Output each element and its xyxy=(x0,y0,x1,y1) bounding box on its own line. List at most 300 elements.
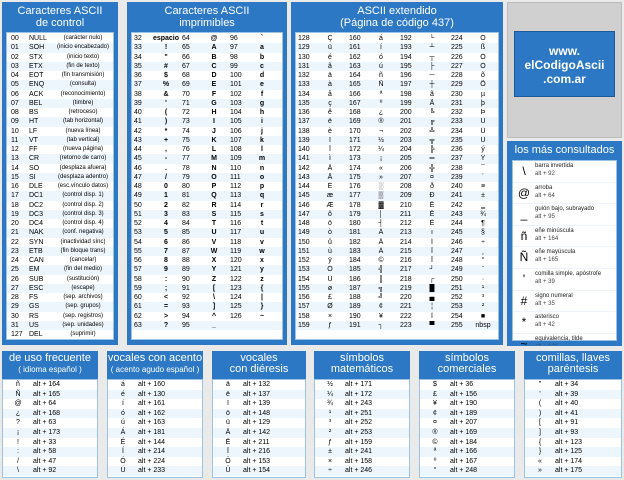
bottom-symbol: Ä xyxy=(225,428,231,436)
control-code: 19 xyxy=(11,210,19,218)
site-logo-box[interactable] xyxy=(514,31,615,97)
extended-char: ▒ xyxy=(378,192,384,200)
printable-row xyxy=(132,228,282,237)
control-desc: (fin transmisión) xyxy=(61,72,105,78)
bottom-code: alt + 169 xyxy=(450,428,478,436)
bottom-code: alt + 40 xyxy=(555,400,579,408)
bottom-symbol: ' xyxy=(539,390,541,398)
bottom-panel-row xyxy=(213,438,305,448)
printable-title xyxy=(128,3,286,29)
printable-char: D xyxy=(211,72,217,79)
printable-code: 48 xyxy=(134,183,142,190)
control-abbr: DLE xyxy=(29,183,43,190)
bottom-code: alt + 246 xyxy=(345,467,373,475)
extended-code: 226 xyxy=(451,53,463,61)
printable-code: 115 xyxy=(230,210,242,218)
extended-char: Þ xyxy=(480,109,486,116)
extended-char: ô xyxy=(328,210,332,218)
printable-char: 2 xyxy=(164,201,168,209)
printable-char: z xyxy=(260,275,264,283)
printable-code: 90 xyxy=(182,275,190,283)
bottom-panel-row xyxy=(3,457,97,467)
printable-char: ] xyxy=(212,303,216,311)
printable-char: y xyxy=(260,266,264,274)
extended-code: 202 xyxy=(400,127,412,135)
extended-code: 208 xyxy=(400,183,412,190)
printable-char: p xyxy=(259,183,265,190)
printable-char: x xyxy=(260,257,264,264)
bottom-panel-list xyxy=(419,379,515,478)
printable-code: 98 xyxy=(230,53,238,61)
control-abbr: CAN xyxy=(29,257,44,264)
extended-char: ▄ xyxy=(429,294,435,301)
control-code: 20 xyxy=(11,220,19,227)
bottom-panel-title-1: vocales xyxy=(240,352,278,364)
bottom-code: alt + 243 xyxy=(345,400,373,408)
extended-char: § xyxy=(481,229,485,237)
control-code: 26 xyxy=(11,275,19,283)
control-abbr: NULL xyxy=(29,35,47,42)
printable-code: 120 xyxy=(230,257,242,264)
extended-char: ì xyxy=(329,155,331,163)
control-row xyxy=(7,228,113,237)
bottom-symbol: Ñ xyxy=(15,390,21,398)
control-row xyxy=(7,275,113,284)
most-consulted-code: alt + 95 xyxy=(535,214,555,221)
printable-code: 124 xyxy=(230,294,242,301)
bottom-code: alt + 137 xyxy=(243,390,271,398)
bottom-symbol: ½ xyxy=(327,381,333,388)
bottom-panel-row xyxy=(525,447,621,457)
extended-code: 131 xyxy=(298,62,310,70)
extended-char: Í xyxy=(431,238,433,246)
control-code: 24 xyxy=(11,257,19,264)
extended-char: ¢ xyxy=(379,303,383,311)
extended-char: ñ xyxy=(379,72,383,79)
bottom-symbol: ¼ xyxy=(327,390,333,398)
printable-code: 89 xyxy=(182,266,190,274)
extended-code: 142 xyxy=(298,164,310,172)
extended-row xyxy=(296,71,498,80)
extended-char: õ xyxy=(481,72,485,79)
printable-row xyxy=(132,71,282,80)
extended-code: 216 xyxy=(400,257,412,264)
extended-code: 143 xyxy=(298,173,310,181)
bottom-symbol: ¾ xyxy=(327,400,333,408)
printable-code: 104 xyxy=(230,109,242,116)
most-consulted-item xyxy=(513,312,616,334)
printable-char: $ xyxy=(164,72,168,79)
printable-code: 57 xyxy=(134,266,142,274)
bottom-panel xyxy=(212,351,306,478)
printable-code: 87 xyxy=(182,247,190,255)
extended-code: 191 xyxy=(349,321,361,329)
printable-char: M xyxy=(211,155,217,163)
printable-char: 1 xyxy=(164,192,168,200)
control-desc: (fin del medio) xyxy=(63,266,102,273)
most-consulted-panel xyxy=(507,141,622,346)
extended-code: 140 xyxy=(298,146,310,153)
printable-code: 80 xyxy=(182,183,190,190)
extended-char: î xyxy=(329,146,331,153)
most-consulted-symbol: # xyxy=(520,293,528,308)
most-consulted-name: eñe mayúscula xyxy=(535,249,576,256)
control-title-2: de control xyxy=(35,17,85,29)
extended-char: Â xyxy=(378,238,384,246)
printable-char: j xyxy=(261,127,263,135)
bottom-panel-title-2: matemáticos xyxy=(330,363,394,375)
bottom-panel-row xyxy=(525,409,621,419)
extended-row xyxy=(296,145,498,154)
bottom-code: alt + 33 xyxy=(33,438,57,446)
extended-char: ó xyxy=(379,53,383,61)
extended-char: Ý xyxy=(480,155,486,163)
bottom-code: alt + 91 xyxy=(555,419,579,427)
printable-row xyxy=(132,275,282,284)
bottom-panel-row xyxy=(108,428,202,438)
bottom-panel-row xyxy=(3,380,97,390)
control-row xyxy=(7,265,113,274)
printable-char: T xyxy=(211,220,217,227)
control-row xyxy=(7,62,113,71)
bottom-code: alt + 190 xyxy=(450,400,478,408)
control-code: 27 xyxy=(11,284,19,292)
bottom-panel-row xyxy=(525,457,621,467)
extended-char: ≡ xyxy=(480,183,486,190)
extended-char: ï xyxy=(329,136,331,144)
site-logo[interactable] xyxy=(507,2,622,138)
control-abbr: BEL xyxy=(29,99,43,107)
printable-char: Y xyxy=(211,266,217,274)
bottom-code: alt + 130 xyxy=(138,390,166,398)
printable-char: G xyxy=(211,99,217,107)
extended-code: 253 xyxy=(451,303,463,311)
extended-code: 135 xyxy=(298,99,310,107)
most-consulted-item xyxy=(513,183,616,205)
control-desc: (inactividad sínc) xyxy=(60,238,106,245)
most-consulted-code: alt + 39 xyxy=(535,278,555,285)
printable-char: c xyxy=(260,62,264,70)
bottom-symbol: [ xyxy=(539,419,541,427)
extended-char: ¨ xyxy=(481,266,485,274)
extended-code: 250 xyxy=(451,275,463,283)
printable-char: 7 xyxy=(164,247,168,255)
bottom-panel-row xyxy=(420,457,514,467)
bottom-code: alt + 189 xyxy=(450,409,478,417)
bottom-panel-row xyxy=(525,438,621,448)
printable-code: 61 xyxy=(134,303,142,311)
extended-code: 139 xyxy=(298,136,310,144)
control-row xyxy=(7,43,113,52)
extended-char: ¥ xyxy=(379,312,383,320)
extended-code: 242 xyxy=(451,201,463,209)
control-code: 04 xyxy=(11,72,19,79)
control-abbr: DEL xyxy=(29,331,43,338)
printable-row xyxy=(132,53,282,62)
extended-code: 185 xyxy=(349,266,361,274)
control-desc: (reconocimiento) xyxy=(60,90,106,97)
printable-row xyxy=(132,182,282,191)
control-desc: (tab horizontal) xyxy=(62,118,104,125)
extended-char: × xyxy=(327,312,333,320)
extended-code: 254 xyxy=(451,312,463,320)
extended-char: ┴ xyxy=(429,44,435,52)
extended-code: 141 xyxy=(298,155,310,163)
extended-char: ƒ xyxy=(328,321,332,329)
extended-code: 164 xyxy=(349,72,361,79)
bottom-panel-title xyxy=(107,351,203,379)
extended-char: ╚ xyxy=(429,109,435,116)
printable-code: 84 xyxy=(182,220,190,227)
bottom-panel-row xyxy=(3,428,97,438)
most-consulted-code: alt + 64 xyxy=(535,192,555,199)
extended-row xyxy=(296,210,498,219)
bottom-panel-title-2: comerciales xyxy=(437,363,497,375)
extended-code: 229 xyxy=(451,81,463,89)
printable-char: F xyxy=(211,90,217,98)
printable-code: 117 xyxy=(230,229,242,237)
extended-char: Ù xyxy=(480,136,486,144)
printable-char: W xyxy=(210,247,218,255)
control-desc: (retorno de carro) xyxy=(59,155,107,162)
extended-char: ´ xyxy=(481,173,485,181)
extended-char: » xyxy=(379,173,383,181)
extended-char: Ã xyxy=(429,99,435,107)
extended-code: 177 xyxy=(349,192,361,200)
extended-code: 203 xyxy=(400,136,412,144)
printable-char: I xyxy=(213,118,215,126)
extended-char: ¡ xyxy=(379,155,383,163)
printable-code: 49 xyxy=(134,192,142,200)
extended-char: è xyxy=(328,127,332,135)
most-consulted-symbol: Ñ xyxy=(519,250,529,265)
printable-code: 85 xyxy=(182,229,190,237)
control-code: 23 xyxy=(11,247,19,255)
printable-char: q xyxy=(259,192,265,200)
printable-title-2: imprimibles xyxy=(179,17,235,29)
control-code: 12 xyxy=(11,146,19,153)
extended-code: 189 xyxy=(349,303,361,311)
bottom-symbol: } xyxy=(538,448,542,456)
bottom-symbol: í xyxy=(122,400,124,408)
bottom-code: alt + 168 xyxy=(33,409,61,417)
printable-code: 107 xyxy=(230,136,242,144)
extended-code: 212 xyxy=(400,220,412,227)
extended-code: 144 xyxy=(298,183,310,190)
extended-char: Ñ xyxy=(378,81,384,89)
printable-char: } xyxy=(260,303,264,311)
bottom-symbol: » xyxy=(538,467,542,475)
most-consulted-title: los más consultados xyxy=(508,142,621,158)
extended-char: Ô xyxy=(480,53,486,61)
printable-char: B xyxy=(211,53,217,61)
extended-char: ¯ xyxy=(481,164,485,172)
extended-char: ╣ xyxy=(378,266,384,274)
extended-char: ± xyxy=(481,192,485,200)
extended-char: │ xyxy=(378,210,384,218)
control-code: 10 xyxy=(11,127,19,135)
control-row xyxy=(7,201,113,210)
printable-row xyxy=(132,154,282,163)
extended-code: 230 xyxy=(451,90,463,98)
bottom-symbol: ä xyxy=(226,381,230,388)
bottom-panel-row xyxy=(3,466,97,476)
extended-char: ò xyxy=(328,229,332,237)
extended-code: 213 xyxy=(400,229,412,237)
extended-char: ┘ xyxy=(429,266,435,274)
control-row xyxy=(7,182,113,191)
most-consulted-code xyxy=(535,344,558,346)
extended-row xyxy=(296,53,498,62)
bottom-panel-title-2: ( idioma español ) xyxy=(18,365,82,374)
bottom-symbol: ª xyxy=(433,448,437,456)
extended-code: 246 xyxy=(451,238,463,246)
bottom-symbol: ¿ xyxy=(15,409,21,417)
printable-char: * xyxy=(164,127,168,135)
control-code: 31 xyxy=(11,321,19,329)
extended-char: ─ xyxy=(429,72,435,79)
extended-code: 128 xyxy=(298,35,310,42)
logo-line-3: .com.ar xyxy=(543,72,586,86)
printable-code: 63 xyxy=(134,321,142,329)
extended-code: 228 xyxy=(451,72,463,79)
bottom-code: alt + 139 xyxy=(243,400,271,408)
bottom-code: alt + 64 xyxy=(33,400,57,408)
extended-char: ı xyxy=(431,229,433,237)
control-code: 03 xyxy=(11,62,19,70)
control-code: 30 xyxy=(11,312,19,320)
extended-char: ░ xyxy=(378,183,384,190)
control-code: 15 xyxy=(11,173,19,181)
bottom-panel-row xyxy=(108,409,202,419)
extended-char: ╩ xyxy=(429,127,435,135)
printable-code: 59 xyxy=(134,284,142,292)
extended-code: 218 xyxy=(400,275,412,283)
printable-char: 6 xyxy=(164,238,168,246)
bottom-symbol: ] xyxy=(539,428,541,436)
control-abbr: ACK xyxy=(29,90,44,98)
bottom-symbol: é xyxy=(121,390,125,398)
bottom-symbol: ú xyxy=(121,419,125,427)
printable-row xyxy=(132,80,282,89)
bottom-symbol: ² xyxy=(328,428,332,436)
extended-code: 239 xyxy=(451,173,463,181)
control-desc: (inicio encabezado) xyxy=(56,44,110,51)
bottom-panel-title-1: símbolos xyxy=(339,352,385,364)
bottom-symbol: © xyxy=(432,438,438,446)
extended-code: 222 xyxy=(400,312,412,320)
most-consulted-item xyxy=(513,161,616,183)
printable-row xyxy=(132,90,282,99)
bottom-code: alt + 233 xyxy=(138,467,166,475)
most-consulted-code: alt + 92 xyxy=(535,171,555,177)
extended-char: ├ xyxy=(429,62,435,70)
most-consulted-name: signo numeral xyxy=(535,292,573,299)
extended-code: 151 xyxy=(298,247,310,255)
printable-char: Q xyxy=(211,192,217,200)
bottom-symbol: ï xyxy=(227,400,229,408)
bottom-panel-row xyxy=(420,409,514,419)
bottom-code: alt + 93 xyxy=(555,428,579,436)
printable-char: ) xyxy=(164,118,168,126)
printable-char: s xyxy=(260,210,264,218)
printable-code: 66 xyxy=(182,53,190,61)
most-consulted-name: equivalencia, tilde xyxy=(535,335,583,342)
printable-char: ! xyxy=(164,44,168,52)
extended-char: Ê xyxy=(429,201,435,209)
bottom-symbol: / xyxy=(17,457,19,465)
extended-char: Ï xyxy=(431,257,433,264)
extended-code: 215 xyxy=(400,247,412,255)
bottom-symbol: × xyxy=(327,457,333,465)
control-title-1: Caracteres ASCII xyxy=(17,5,103,17)
printable-code: 113 xyxy=(230,192,242,200)
extended-char: þ xyxy=(481,99,485,107)
bottom-panel-row xyxy=(315,409,409,419)
extended-code: 181 xyxy=(349,229,361,237)
extended-char: â xyxy=(328,62,332,70)
extended-char: └ xyxy=(429,35,435,42)
bottom-panel-row xyxy=(213,380,305,390)
most-consulted-item xyxy=(513,269,616,291)
printable-char: O xyxy=(211,173,217,181)
extended-row xyxy=(296,247,498,256)
extended-char: Ó xyxy=(480,35,486,42)
extended-row xyxy=(296,265,498,274)
control-row xyxy=(7,173,113,182)
extended-char: ¼ xyxy=(378,146,384,153)
printable-char: H xyxy=(211,109,217,116)
printable-char: < xyxy=(163,294,169,301)
control-desc: (suprimir) xyxy=(70,331,96,337)
bottom-panel-title-2: ( acento agudo español ) xyxy=(110,365,200,374)
bottom-symbol: ) xyxy=(538,409,542,417)
printable-char: Z xyxy=(211,275,217,283)
most-consulted-name: eñe minúscula xyxy=(535,227,574,234)
extended-code: 204 xyxy=(400,146,412,153)
extended-code: 249 xyxy=(451,266,463,274)
printable-row xyxy=(132,43,282,52)
most-consulted-symbol: * xyxy=(521,315,527,330)
bottom-panel-row xyxy=(315,438,409,448)
printable-code: 69 xyxy=(182,81,190,89)
printable-code: 88 xyxy=(182,257,190,264)
printable-char: | xyxy=(261,294,263,301)
printable-code: 121 xyxy=(230,266,242,274)
control-row xyxy=(7,302,113,311)
control-code: 127 xyxy=(11,331,23,338)
printable-char: ~ xyxy=(259,312,265,320)
printable-code: 93 xyxy=(182,303,190,311)
printable-code: 38 xyxy=(134,90,142,98)
printable-char: h xyxy=(259,109,265,116)
printable-code: 46 xyxy=(134,164,142,172)
control-row xyxy=(7,247,113,256)
bottom-panel-title-2: con diéresis xyxy=(229,363,289,375)
printable-code: 114 xyxy=(230,201,242,209)
extended-code: 197 xyxy=(400,81,412,89)
extended-code: 156 xyxy=(298,294,310,301)
logo-line-2: elCodigoAscii xyxy=(524,58,605,72)
extended-code: 173 xyxy=(349,155,361,163)
bottom-code: alt + 174 xyxy=(555,457,583,465)
extended-code: 252 xyxy=(451,294,463,301)
control-abbr: SUB xyxy=(29,275,44,283)
bottom-panel-row xyxy=(420,447,514,457)
extended-char: ® xyxy=(378,118,384,126)
printable-code: 111 xyxy=(230,173,241,181)
extended-row xyxy=(296,117,498,126)
